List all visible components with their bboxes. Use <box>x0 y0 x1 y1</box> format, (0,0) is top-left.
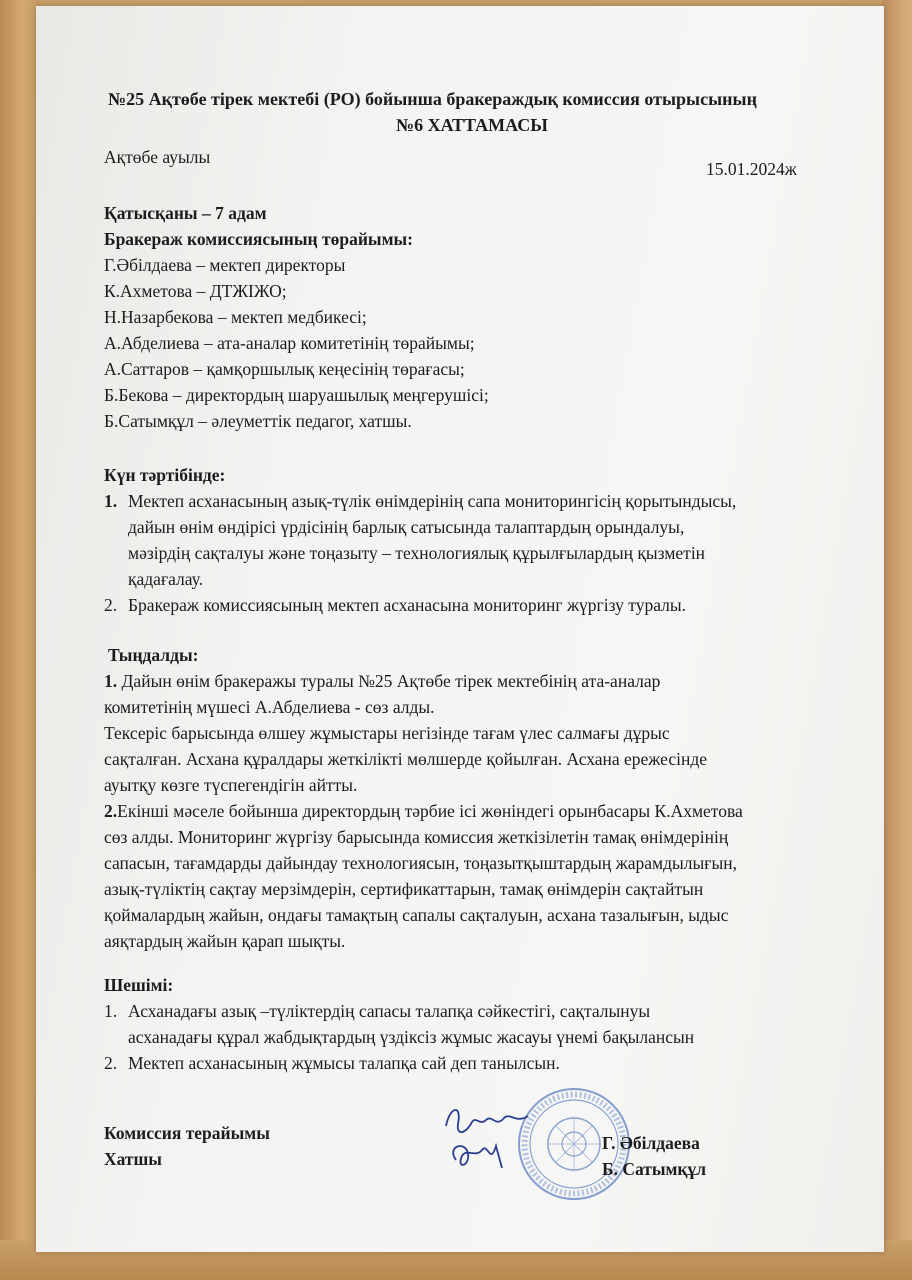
member-item: А.Абделиева – ата-аналар комитетінің төрайымы; <box>104 333 475 353</box>
attendance-count: Қатысқаны – 7 адам <box>104 203 267 223</box>
handwritten-signature <box>436 1096 546 1186</box>
decision-item-number: 2. <box>104 1053 118 1073</box>
document-title-line1: №25 Ақтөбе тірек мектебі (РО) бойынша бракераждық комиссия отырысының <box>108 89 757 109</box>
heard-text: Дайын өнім бракеражы туралы №25 Ақтөбе тірек мектебінің ата-аналар <box>117 671 661 691</box>
agenda-heading: Күн тәртібінде: <box>104 465 226 485</box>
heard-paragraph-1-line <box>104 668 660 694</box>
signature-role-chair: Комиссия терайымы <box>104 1123 270 1143</box>
member-item: Н.Назарбекова – мектеп медбикесі; <box>104 307 367 327</box>
signature-name-chair: Г. Әбілдаева <box>602 1133 700 1153</box>
chair-heading: Бракераж комиссиясының төрайымы: <box>104 229 413 249</box>
decision-item-number: 1. <box>104 1001 118 1021</box>
decision-item-line: Мектеп асханасының жұмысы талапқа сай деп танылсын. <box>128 1053 560 1073</box>
heard-paragraph-1-line: ауытқу көзге түспегендігін айтты. <box>104 775 358 795</box>
heard-paragraph-2-line: қоймалардың жайын, ондағы тамақтың сапалы сақталуын, асхана тазалығын, ыдыс <box>104 905 729 925</box>
decision-item-line: Асханадағы азық –түліктердің сапасы талапқа сәйкестігі, сақталынуы <box>128 1001 651 1021</box>
heard-text: Екінші мәселе бойынша директордың тәрбие ісі жөніндегі орынбасары К.Ахметова <box>117 801 743 821</box>
document-page <box>36 6 884 1252</box>
place-label: Ақтөбе ауылы <box>104 147 211 167</box>
heard-paragraph-1-line: комитетінің мүшесі А.Абделиева - сөз алды. <box>104 697 435 717</box>
member-item: Г.Әбілдаева – мектеп директоры <box>104 255 346 275</box>
decision-heading: Шешімі: <box>104 975 174 995</box>
member-item: А.Саттаров – қамқоршылық кеңесінің төрағасы; <box>104 359 465 379</box>
date-label: 15.01.2024ж <box>706 159 797 179</box>
decision-item-line: асханадағы құрал жабдықтардың үздіксіз жұмыс жасауы үнемі бақылансын <box>128 1027 695 1047</box>
heard-number: 1. <box>104 671 118 691</box>
member-item: Б.Сатымқұл – әлеуметтік педагог, хатшы. <box>104 411 412 431</box>
member-item: Б.Бекова – директордың шаруашылық меңгерушісі; <box>104 385 489 405</box>
heard-paragraph-2-line: аяқтардың жайын қарап шықты. <box>104 931 346 951</box>
agenda-item-line: Мектеп асханасының азық-түлік өнімдерінің сапа мониторингісің қорытындысы, <box>128 491 737 511</box>
heard-number: 2. <box>104 801 118 821</box>
table-surface-right <box>882 0 912 1280</box>
agenda-item-line: қадағалау. <box>128 569 204 589</box>
agenda-item-line: Бракераж комиссиясының мектеп асханасына мониторинг жүргізу туралы. <box>128 595 686 615</box>
heard-paragraph-1-line: сақталған. Асхана құралдары жеткілікті мөлшерде қойылған. Асхана ережесінде <box>104 749 708 769</box>
agenda-item-line: дайын өнім өндірісі үрдісінің барлық сатысында талаптардың орындалуы, <box>128 517 685 537</box>
agenda-item-number: 2. <box>104 595 118 615</box>
signature-role-secretary: Хатшы <box>104 1149 162 1169</box>
heard-paragraph-2-line <box>104 798 743 824</box>
table-surface-left <box>0 0 40 1280</box>
agenda-item-number: 1. <box>104 491 118 511</box>
member-item: К.Ахметова – ДТЖІЖО; <box>104 281 287 301</box>
heard-paragraph-1-line: Тексеріс барысында өлшеу жұмыстары негізінде тағам үлес салмағы дұрыс <box>104 723 670 743</box>
heard-heading: Тыңдалды: <box>108 645 199 665</box>
heard-paragraph-2-line: сапасын, тағамдарды дайындау технологиясын, тоңазытқыштардың жарамдылығын, <box>104 853 737 873</box>
heard-paragraph-2-line: сөз алды. Мониторинг жүргізу барысында комиссия жеткізілетін тамақ өнімдерінің <box>104 827 729 847</box>
document-title-line2: №6 ХАТТАМАСЫ <box>396 115 548 135</box>
heard-paragraph-2-line: азық-түліктің сақтау мерзімдерін, сертификаттарын, тамақ өнімдерін сақтайтын <box>104 879 704 899</box>
signature-name-secretary: Б. Сатымқұл <box>602 1159 707 1179</box>
agenda-item-line: мәзірдің сақталуы және тоңазыту – технологиялық құрылғылардың қызметін <box>128 543 706 563</box>
